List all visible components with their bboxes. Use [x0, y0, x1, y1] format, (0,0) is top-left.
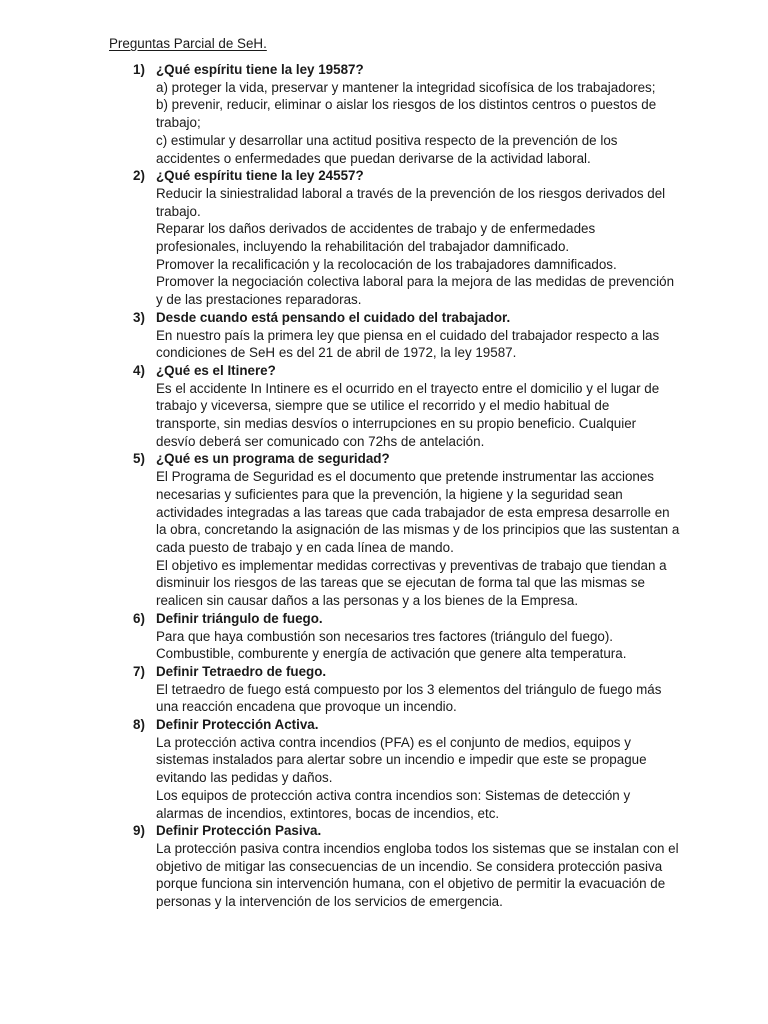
answer-line: objetivo de mitigar las consecuencias de un incendio. Se considera protección pasiva — [156, 858, 663, 874]
answer-line: Reducir la siniestralidad laboral a través de la prevención de los riesgos derivados del — [156, 185, 666, 201]
question-number: 7) — [133, 663, 145, 679]
question-title: Definir triángulo de fuego. — [156, 610, 323, 626]
question-number: 1) — [133, 62, 145, 77]
answer-line: a) proteger la vida, preservar y mantener la integridad sicofísica de los trabajadores; — [156, 79, 656, 95]
answer-line: Promover la recalificación y la recolocación de los trabajadores damnificados. — [156, 256, 617, 272]
answer-line: accidentes o enfermedades que puedan derivarse de la actividad laboral. — [156, 150, 591, 166]
question-number: 3) — [133, 309, 145, 325]
question-list — [0, 61, 768, 911]
answer-line: disminuir los riesgos de las tareas que se ejecutan de forma tal que las mismas se — [156, 575, 645, 591]
question-title: Definir Protección Pasiva. — [156, 823, 322, 839]
answer-line: El tetraedro de fuego está compuesto por los 3 elementos del triángulo de fuego más — [156, 681, 662, 697]
question-title: ¿Qué es el Itinere? — [156, 362, 276, 378]
question-title: Definir Protección Activa. — [156, 717, 319, 733]
answer-line: Combustible, comburente y energía de activación que genere alta temperatura. — [156, 646, 627, 662]
question-item — [0, 61, 768, 167]
question-title: ¿Qué espíritu tiene la ley 19587? — [156, 62, 364, 77]
question-item — [0, 663, 768, 716]
question-item — [0, 610, 768, 663]
answer-line: realicen sin causar daños a las personas y a los bienes de la Empresa. — [156, 593, 579, 609]
answer-line: profesionales, incluyendo la rehabilitación del trabajador damnificado. — [156, 239, 570, 255]
answer-line: sistemas instalados para alertar sobre un incendio e impedir que este se propague — [156, 752, 647, 768]
answer-line: c) estimular y desarrollar una actitud positiva respecto de la prevención de los — [156, 132, 618, 148]
answer-line: La protección pasiva contra incendios engloba todos los sistemas que se instalan con el — [156, 840, 679, 856]
answer-line: alarmas de incendios, extintores, bocas de incendios, etc. — [156, 805, 500, 821]
question-number: 2) — [133, 168, 145, 184]
document-title: Preguntas Parcial de SeH. — [109, 36, 267, 51]
answer-line: El objetivo es implementar medidas correctivas y preventivas de trabajo que tiendan a — [156, 557, 667, 573]
question-title: Desde cuando está pensando el cuidado del trabajador. — [156, 309, 511, 325]
answer-line: y de las prestaciones reparadoras. — [156, 292, 362, 308]
answer-line: actividades integradas a las tareas que cada trabajador de esta empresa desarrolle en — [156, 504, 670, 520]
question-number: 9) — [133, 823, 145, 839]
answer-line: trabajo y viceversa, siempre que se utilice el recorrido y el medio habitual de — [156, 398, 610, 414]
answer-line: Promover la negociación colectiva laboral para la mejora de las medidas de prevención — [156, 274, 675, 290]
answer-line: necesarias y suficientes para que la prevención, la higiene y la seguridad sean — [156, 486, 623, 502]
answer-line: Para que haya combustión son necesarios tres factores (triángulo del fuego). — [156, 628, 614, 644]
question-title: Definir Tetraedro de fuego. — [156, 663, 327, 679]
question-number: 8) — [133, 717, 145, 733]
question-title: ¿Qué espíritu tiene la ley 24557? — [156, 168, 364, 184]
answer-line: Reparar los daños derivados de accidentes de trabajo y de enfermedades — [156, 221, 596, 237]
question-number: 6) — [133, 610, 145, 626]
answer-line: En nuestro país la primera ley que piensa en el cuidado del trabajador respecto a las — [156, 327, 660, 343]
question-number: 5) — [133, 451, 145, 467]
answer-line: porque funciona sin intervención humana, con el objetivo de permitir la evacuación de — [156, 876, 666, 892]
answer-line: una reacción encadena que provoque un incendio. — [156, 699, 457, 715]
answer-line: desvío deberá ser comunicado con 72hs de antelación. — [156, 433, 485, 449]
question-number: 4) — [133, 362, 145, 378]
question-item — [0, 309, 768, 362]
answer-line: cada puesto de trabajo y en cada línea de mando. — [156, 539, 454, 555]
answer-line: transporte, sin medias desvíos o interrupciones en su propio beneficio. Cualquier — [156, 416, 637, 432]
question-item — [0, 822, 768, 911]
answer-line: la obra, concretando la asignación de las mismas y de los principios que las sustentan a — [156, 522, 680, 538]
answer-line: evitando las pedidas y daños. — [156, 770, 333, 786]
question-item — [0, 716, 768, 822]
question-item — [0, 450, 768, 609]
answer-line: El Programa de Seguridad es el documento que pretende instrumentar las acciones — [156, 469, 654, 485]
question-title: ¿Qué es un programa de seguridad? — [156, 451, 390, 467]
answer-line: condiciones de SeH es del 21 de abril de 1972, la ley 19587. — [156, 345, 517, 361]
answer-line: La protección activa contra incendios (PFA) es el conjunto de medios, equipos y — [156, 734, 631, 750]
answer-line: Es el accidente In Intinere es el ocurrido en el trayecto entre el domicilio y el lugar de — [156, 380, 660, 396]
answer-line: personas y la intervención de los servicios de emergencia. — [156, 894, 503, 910]
question-item — [0, 167, 768, 309]
answer-line: trabajo; — [156, 115, 201, 131]
question-item — [0, 362, 768, 451]
answer-line: Los equipos de protección activa contra incendios son: Sistemas de detección y — [156, 787, 631, 803]
answer-line: trabajo. — [156, 203, 201, 219]
answer-line: b) prevenir, reducir, eliminar o aislar los riesgos de los distintos centros o puestos de — [156, 97, 657, 113]
